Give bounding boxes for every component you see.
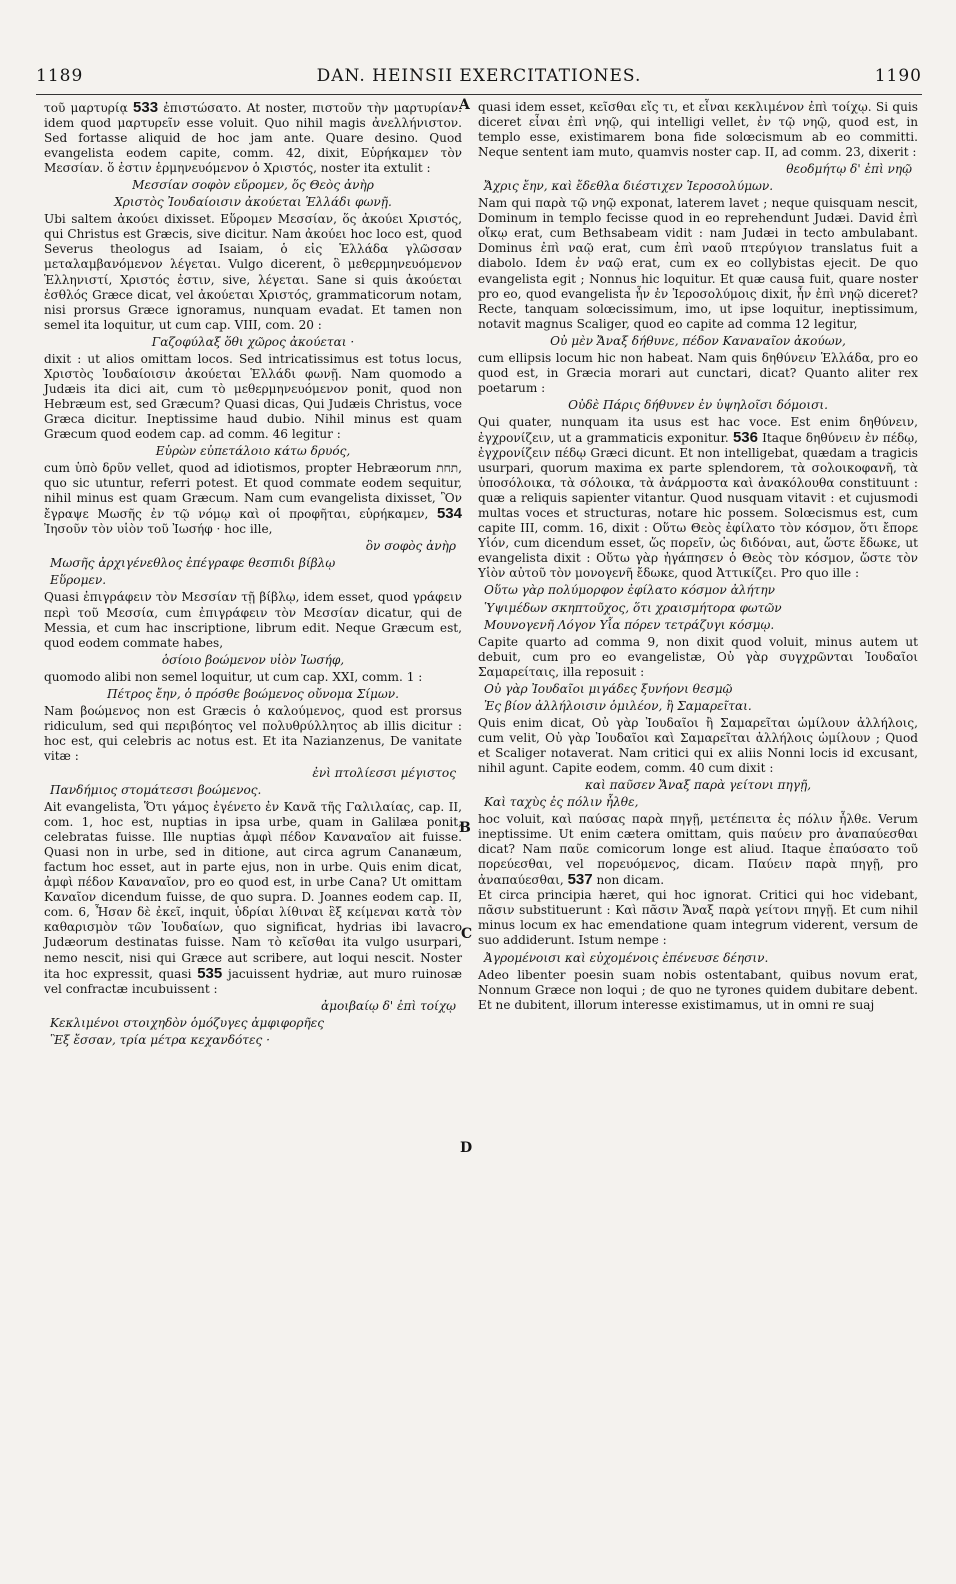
verse-line: Ὑψιμέδων σκηπτοῦχος, ὅτι χραισμήτορα φωτῶν	[484, 600, 782, 615]
page-number-right: 1190	[874, 66, 922, 86]
section-number: 534	[436, 505, 462, 523]
paragraph: Nam βοώμενος non est Græcis ὁ καλούμενος, quod est prorsus ridiculum, sed qui περιβόητος vel πολυθρύλλητος ab illis dicitur : hoc est, qui celebris ac notus est. Et ita Nazianzenus, De vanitate vitæ :	[44, 703, 462, 763]
verse-line: Πανδήμιος στομάτεσσι βοώμενος.	[50, 783, 262, 798]
verse-line: Καὶ ταχὺς ἐς πόλιν ἦλθε,	[484, 795, 639, 810]
section-number: 536	[732, 428, 758, 446]
paragraph: quasi idem esset, κεῖσθαι εἴς τι, et εἶναι κεκλιμένον ἐπὶ τοίχῳ. Si quis diceret εἶναι ἐπὶ νηῷ, qui intelligi vellet, ἐν τῷ νηῷ, quod est, in templo esse, existimarem bona fide solœcismum ab eo committi. Neque sentent iam muto, quamvis noster cap. II, ad comm. 23, dixerit :	[478, 100, 918, 160]
paragraph: dixit : ut alios omittam locos. Sed intricatissimus est totus locus, Χριστὸς Ἰουδαίοισιν ἀκούεται Ἑλλάδι φωνῇ. Nam quomodo a Judæis ita dici ait, cum τὸ μεθερμηνευόμενον ponit, quod non Hebræum est, sed Græcum? Quasi dicas, Qui Judæis Christus, voce Græca dicitur. Ineptissime haud dubio. Nihil minus est quam Græcum quod eodem cap. ad comm. 46 legitur :	[44, 351, 462, 441]
header-rule	[36, 94, 922, 95]
page-number-left: 1189	[36, 66, 84, 86]
margin-letter-b: B	[459, 820, 471, 836]
verse-line: Χριστὸς Ἰουδαίοισιν ἀκούεται Ἑλλάδι φωνῇ.	[114, 195, 392, 210]
verse-line: ὃν σοφὸς ἀνὴρ	[365, 539, 456, 554]
paragraph: Nam qui παρὰ τῷ νηῷ exponat, laterem lavet ; neque quisquam nescit, Dominum in templo fecisse quod in eo reprehendunt Judæi. David ἐπὶ οἴκῳ erat, cum Bethsabeam vidit : nam Judæi in tecto ambulabant. Dominus ἐπὶ ναῷ erat, cum ἐπὶ ναοῦ πτερύγιον translatus fuit a diabolo. Idem ἐν ναῷ erat, cum ex eo collybistas ejecit. De quo evangelista egit ; Nonnus hic loquitur. Et quæ causa fuit, quare noster pro eo, quod evangelista ἦν ἐν Ἱεροσολύμοις dixit, ἦν ἐπὶ νηῷ diceret? Recte, tanquam solœcissimum, imo, ut ipse loquitur, ineptissimum, notavit magnus Scaliger, quod eo capite ad comma 12 legitur,	[478, 196, 918, 331]
verse-line: Εὑρὼν εὐπετάλοιο κάτω δρυός,	[155, 444, 351, 459]
paragraph: Ubi saltem ἀκούει dixisset. Εὕρομεν Μεσσίαν, ὅς ἀκούει Χριστός, qui Christus est Græcis, sive dicitur. Nam ἀκούει hoc loco est, quod Severus theologus ad Isaiam, ὁ εἰς Ἑλλάδα γλῶσσαν μεταλαμβανόμενον λέγεται. Vulgo dicerent, ὃ μεθερμηνευόμενον Ἑλληνιστί, Χριστός ἐστιν, sive, λέγεται. Sane si quis ἀκούεται ἐσθλός Græce dicat, vel ἀκούεται Χριστός, grammaticorum notam, nisi prorsus Græce ignoramus, nunquam evadat. Et tamen non semel ita loquitur, ut cum cap. VIII, com. 20 :	[44, 212, 462, 332]
paragraph: cum ὑπὸ δρῦν vellet, quod ad idiotismos, propter Hebræorum תחת, quo sic utuntur, referri potest. Et quod commate eodem sequitur, nihil minus est quam Græcum. Nam cum evangelista dixisset, Ὃν ἔγραψε Μωσῆς ἐν τῷ νόμῳ καὶ οἱ προφῆται, εὑρήκαμεν, 534 Ἰησοῦν τὸν υἱὸν τοῦ Ἰωσήφ · hoc ille,	[44, 461, 462, 537]
paragraph: hoc voluit, καὶ παύσας παρὰ πηγῇ, μετέπειτα ἐς πόλιν ἦλθε. Verum ineptissime. Ut enim cætera omittam, quis παύειν pro ἀναπαύεσθαι dicat? Nam παῦε comicorum longe est aliud. Itaque ἐπαύσατο τοῦ πορεύεσθαι, vel πορευόμενος, dicam. Παύειν παρὰ πηγῇ, pro ἀναπαύεσθαι, 537 non dicam.	[478, 812, 918, 889]
paragraph: Adeo libenter poesin suam nobis ostentabant, quibus novum erat, Nonnum Græce non loqui ; de quo ne tyrones quidem dubitare debent. Et ne dubitent, illorum interesse existimamus, ut in omni re suaj	[478, 967, 918, 1012]
paragraph: τοῦ μαρτυρίᾳ 533 ἐπιστώσατο. At noster, πιστοῦν τὴν μαρτυρίαν. idem quod μαρτυρεῖν esse voluit. Quo nihil magis ἀνελλήνιστον. Sed fortasse aliquid de hoc jam ante. Quare desino. Quod evangelista eodem capite, comm. 42, dixit, Εὑρήκαμεν τὸν Μεσσίαν. ὅ ἐστιν ἑρμηνευόμενον ὁ Χριστός, noster ita extulit :	[44, 99, 462, 176]
verse-line: Κεκλιμένοι στοιχηδὸν ὁμόζυγες ἀμφιφορῆες	[50, 1015, 324, 1030]
verse-line: Οὐ μὲν Ἄναξ δήθυνε, πέδον Καναναῖον ἀκούων,	[550, 333, 846, 348]
verse-line: ὁσίοιο βοώμενον υἱὸν Ἰωσήφ,	[161, 652, 345, 667]
verse-line: ἀμοιβαίῳ δ' ἐπὶ τοίχῳ	[320, 998, 456, 1013]
verse-line: καὶ παῦσεν Ἄναξ παρὰ γείτονι πηγῇ,	[584, 778, 812, 793]
verse-line: Γαζοφύλαξ ὅθι χῶρος ἀκούεται ·	[151, 334, 355, 349]
verse-line: Εὕρομεν.	[50, 573, 107, 588]
verse-line: Μουνογενῆ Λόγον Υἷα πόρεν τετράζυγι κόσμῳ.	[484, 617, 775, 632]
verse-line: Οὐδὲ Πάρις δήθυνεν ἐν ὑψηλοῖσι δόμοισι.	[568, 397, 828, 412]
paragraph: Qui quater, nunquam ita usus est hac voce. Est enim δηθύνειν, ἐγχρονίζειν, ut a grammaticis exponitur. 536 Itaque δηθύνειν ἐν πέδῳ, ἐγχρονίζειν πέδῳ Græci dicunt. Et non intelligebat, quædam a tragicis usurpari, quorum maxima ex parte splendorem, τὰ σολοικοφανῆ, τὰ ὑποσόλοικα, τὰ σόλοικα, τὰ ἀνάρμοστα καὶ ἀνακόλουθα constituunt : quæ a reliquis sapienter vitantur. Quod nusquam vitavit : et cujusmodi multas voces et structuras, notare hic possem. Solœcismus est, cum capite III, comm. 16, dixit : Οὕτω Θεὸς ἐφίλατο τὸν κόσμον, ὅτι ἔπορε Υἱόν, cum dicendum esset, ὥς πορεῖν, ὡς διδόναι, aut, ὥστε ἔδωκε, ut evangelista dixit : Οὕτω γὰρ ἠγάπησεν ὁ Θεὸς τὸν κόσμον, ὥστε τὸν Υἱὸν αὐτοῦ τὸν μονογενῆ ἔδωκε, quod Ἀττικίζει. Pro quo ille :	[478, 414, 918, 581]
running-title: DAN. HEINSII EXERCITATIONES.	[316, 66, 642, 86]
verse-line: Μεσσίαν σοφὸν εὕρομεν, ὅς Θεὸς ἀνὴρ	[132, 178, 374, 193]
paragraph: Quasi ἐπιγράφειν τὸν Μεσσίαν τῇ βίβλῳ, idem esset, quod γράφειν περὶ τοῦ Μεσσία, cum ἐπιγράφειν τὸν Μεσσίαν dicatur, qui de Messia, et cum hac inscriptione, librum edit. Neque Græcum est, quod eodem commate habes,	[44, 590, 462, 650]
margin-letter-d: D	[460, 1140, 473, 1156]
verse-line: Μωσῆς ἀρχιγένεθλος ἐπέγραφε θεσπιδι βίβλῳ	[50, 556, 336, 571]
margin-letter-a: A	[459, 97, 470, 113]
verse-line: ἐνὶ πτολίεσσι μέγιστος	[312, 765, 456, 780]
paragraph: Capite quarto ad comma 9, non dixit quod voluit, minus autem ut debuit, cum pro eo evangelistæ, Οὐ γὰρ συγχρῶνται Ἰουδαῖοι Σαμαρείταις, illa reposuit :	[478, 634, 918, 679]
running-header	[36, 60, 922, 90]
margin-letter-c: C	[461, 926, 473, 942]
section-number: 535	[197, 964, 223, 982]
verse-line: Οὐ γὰρ Ἰουδαῖοι μιγάδες ξυνήονι θεσμῷ	[484, 681, 733, 696]
paragraph: Quis enim dicat, Οὐ γὰρ Ἰουδαῖοι ἢ Σαμαρεῖται ὡμίλουν ἀλλήλοις, cum velit, Οὐ γὰρ Ἰουδαῖοι καὶ Σαμαρεῖται ἀλλήλοις ὡμίλουν ; Quod et Scaliger notaverat. Nam critici qui ex aliis Nonni locis id excusant, nihil agunt. Capite eodem, comm. 40 cum dixit :	[478, 715, 918, 775]
paragraph: Et circa principia hæret, qui hoc ignorat. Critici qui hoc videbant, πᾶσιν substituerunt : Καὶ πᾶσιν Ἄναξ παρὰ γείτονι πηγῇ. Et cum nihil minus locum ex hac emendatione quam integrum viderent, versum de suo addiderunt. Istum nempe :	[478, 888, 918, 948]
verse-line: Οὕτω γὰρ πολύμορφον ἐφίλατο κόσμον ἀλήτην	[484, 583, 775, 598]
verse-line: θεοδμήτῳ δ' ἐπὶ νηῷ	[786, 162, 912, 177]
verse-line: Ἀγρομένοισι καὶ εὐχομένοις ἐπένευσε δέησιν.	[484, 950, 769, 965]
verse-line: Πέτρος ἔην, ὁ πρόσθε βοώμενος οὔνομα Σίμων.	[107, 686, 399, 701]
right-column	[478, 100, 918, 1013]
paragraph: cum ellipsis locum hic non habeat. Nam quis δηθύνειν Ἑλλάδα, pro eo quod est, in Græcia morari aut cunctari, dicat? Quanto aliter rex poetarum :	[478, 350, 918, 395]
section-number: 537	[567, 871, 593, 889]
verse-line: Ἄχρις ἔην, καὶ ἔδεθλα διέστιχεν Ἱεροσολύμων.	[484, 179, 774, 194]
verse-line: Ἐς βίον ἀλλήλοισιν ὁμιλέον, ἢ Σαμαρεῖται.	[484, 698, 752, 713]
paragraph: Ait evangelista, Ὅτι γάμος ἐγένετο ἐν Κανᾶ τῆς Γαλιλαίας, cap. II, com. 1, hoc est, nuptias in ipsa urbe, quam in Galilæa ponit, celebratas fuisse. Ille nuptias ἀμφὶ πέδον Καναναῖον ait fuisse. Quasi non in urbe, sed in ditione, aut circa agrum Cananæum, factum hoc esset, aut in parte ejus, non in urbe. Quis enim dicat, ἀμφὶ πέδον Καναναῖον, pro eo quod est, in urbe Cana? Ut omittam Καναῖον dicendum fuisse, de quo supra. D. Joannes eodem cap. II, com. 6, Ἦσαν δὲ ἐκεῖ, inquit, ὑδρίαι λίθιναι ἓξ κείμεναι κατὰ τὸν καθαρισμὸν τῶν Ἰουδαίων, quo significat, hydrias ibi lavacro Judæorum destinatas fuisse. Nam τὸ κεῖσθαι ita vulgo usurpari, nemo nescit, nisi qui Græce aut scribere, aut loqui nescit. Noster ita hoc expressit, quasi 535 jacuissent hydriæ, aut muro ruinosæ vel confractæ incubuissent :	[44, 800, 462, 996]
paragraph: quomodo alibi non semel loquitur, ut cum cap. XXI, comm. 1 :	[44, 669, 423, 684]
left-column	[44, 100, 462, 1050]
section-number: 533	[133, 99, 159, 116]
verse-line: Ἓξ ἔσσαν, τρία μέτρα κεχανδότες ·	[50, 1032, 270, 1047]
